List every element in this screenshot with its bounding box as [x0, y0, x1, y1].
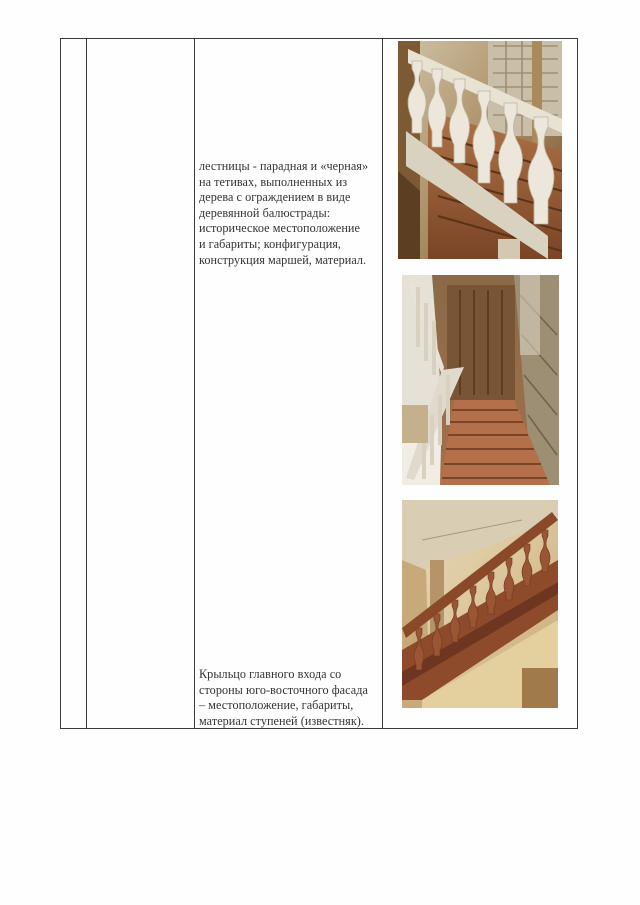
table-column-divider	[194, 38, 195, 729]
staircase-flight-photo	[402, 275, 559, 485]
staircase-balustrade-photo	[398, 41, 562, 259]
text-line: конструкция маршей, материал.	[199, 252, 367, 267]
table-column-divider	[577, 38, 578, 729]
staircase-underside-photo	[402, 500, 558, 708]
text-line: стороны юго-восточного фасада	[199, 682, 368, 697]
text-line: материал ступеней (известняк).	[199, 713, 365, 728]
text-line: историческое местоположение	[199, 221, 360, 236]
text-line: и габариты; конфигурация,	[199, 236, 342, 251]
description-cell-stairs	[199, 159, 368, 268]
text-line: на тетивах, выполненных из	[199, 174, 348, 189]
text-line: Крыльцо главного входа со	[199, 667, 342, 681]
text-line: дерева с ограждением в виде	[199, 190, 351, 205]
table-top-border	[60, 38, 578, 39]
text-line: деревянной балюстрады:	[199, 205, 331, 220]
table-column-divider	[382, 38, 383, 729]
text-line: лестницы - парадная и «черная»	[199, 159, 369, 173]
table-column-divider	[60, 38, 61, 729]
table-column-divider	[86, 38, 87, 729]
text-line: – местоположение, габариты,	[199, 698, 354, 713]
description-cell-porch	[199, 667, 368, 729]
